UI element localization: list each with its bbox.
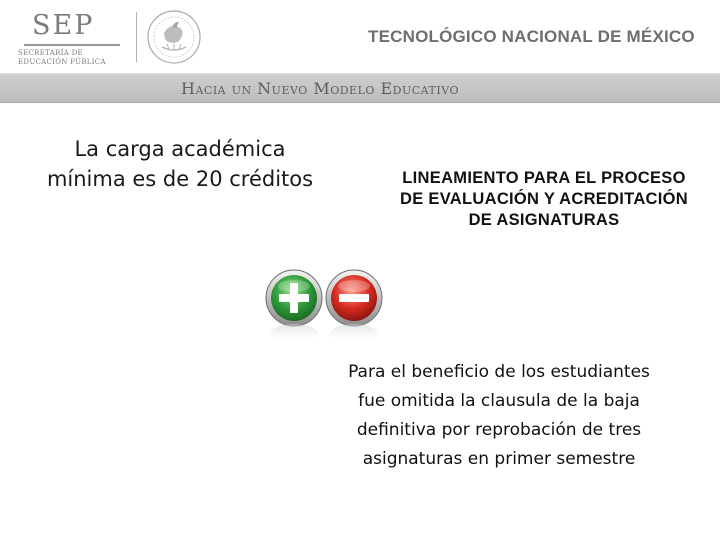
minus-icon <box>326 270 382 326</box>
header-divider <box>136 12 137 62</box>
semester-note: Para el beneficio de los estudiantes fue omitida la clausula de la baja definitiva por reprobación de tres asignaturas en primer semestre <box>348 362 650 469</box>
title-banner <box>0 73 720 103</box>
seal-icon <box>144 9 204 65</box>
sep-logo <box>18 12 128 67</box>
sep-logo-line-1: SECRETARÍA DE <box>18 49 83 57</box>
plus-icon <box>266 270 322 326</box>
credit-load-text: La carga académica mínima es de 20 créditos <box>46 137 314 191</box>
sep-logo-rule <box>24 44 120 46</box>
guideline-heading: LINEAMIENTO PARA EL PROCESO DE EVALUACIÓN Y ACREDITACIÓN DE ASIGNATURAS <box>400 169 689 229</box>
plus-minus-graphic <box>262 266 392 348</box>
sep-logo-line-2: EDUCACIÓN PÚBLICA <box>18 58 106 66</box>
institution-name: TECNOLÓGICO NACIONAL DE MÉXICO <box>368 27 695 46</box>
banner-title: Hacia un Nuevo Modelo Educativo <box>181 79 459 98</box>
header <box>0 0 720 72</box>
sep-logo-word: SEP <box>32 10 95 41</box>
